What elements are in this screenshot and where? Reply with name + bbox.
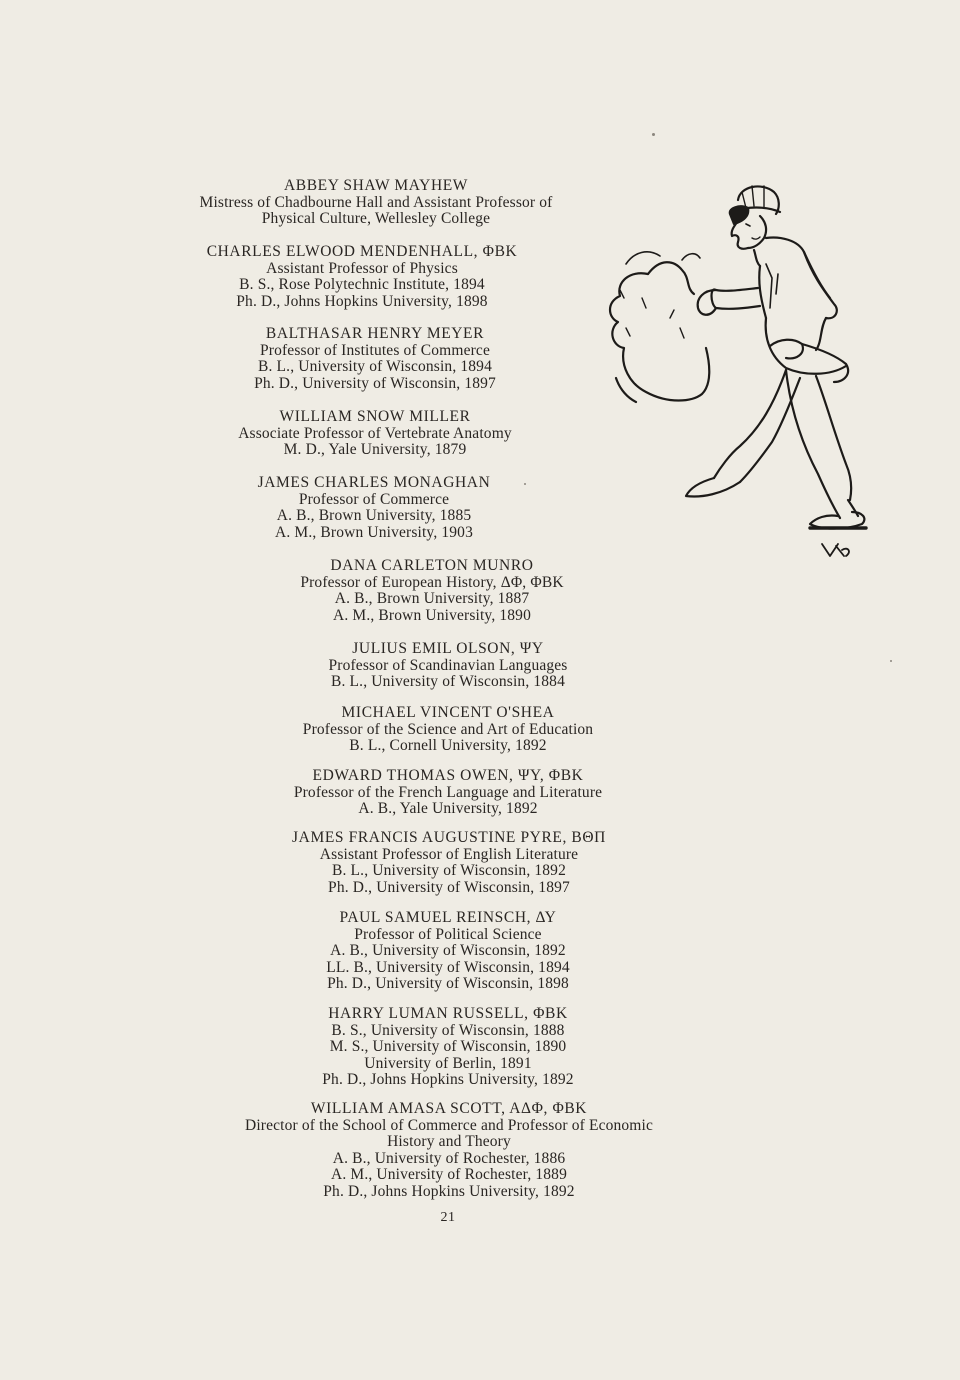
entry-title: Professor of European History, ΔΦ, ΦBK — [300, 573, 564, 591]
entry-degree: B. S., Rose Polytechnic Institute, 1894 — [239, 276, 485, 294]
paper-speck — [652, 133, 655, 136]
entry-name: HARRY LUMAN RUSSELL, ΦBK — [328, 1005, 568, 1022]
caricature-man-carrying-sack-icon — [590, 178, 890, 578]
entry-degree: A. B., Brown University, 1887 — [334, 590, 530, 608]
entry-degree: A. B., University of Wisconsin, 1892 — [330, 942, 566, 960]
entry-name: WILLIAM SNOW MILLER — [279, 408, 471, 425]
entry-name: ABBEY SHAW MAYHEW — [283, 177, 469, 194]
entry-munro — [300, 558, 563, 624]
entry-title: Director of the School of Commerce and Professor of Economic — [244, 1116, 654, 1134]
entry-title-cont: Physical Culture, Wellesley College — [261, 210, 491, 228]
entry-olson — [329, 641, 568, 691]
entry-oshea — [303, 705, 593, 755]
entry-name: DANA CARLETON MUNRO — [330, 557, 534, 574]
entry-title: Associate Professor of Vertebrate Anatomy — [238, 424, 512, 442]
entry-owen — [294, 768, 602, 818]
entry-degree: Ph. D., University of Wisconsin, 1897 — [328, 878, 570, 896]
entry-name: EDWARD THOMAS OWEN, ΨΥ, ΦBK — [312, 767, 584, 784]
entry-degree: Ph. D., University of Wisconsin, 1897 — [254, 374, 496, 392]
entry-degree: LL. B., University of Wisconsin, 1894 — [326, 958, 570, 976]
entry-name: PAUL SAMUEL REINSCH, ΔΥ — [339, 909, 557, 926]
entry-degree: M. S., University of Wisconsin, 1890 — [329, 1038, 567, 1056]
entry-title: Professor of Commerce — [298, 490, 450, 508]
paper-speck — [890, 660, 892, 662]
paper-speck — [524, 483, 526, 485]
entry-title: Professor of Scandinavian Languages — [328, 656, 568, 674]
entry-title: Mistress of Chadbourne Hall and Assistant Professor of — [199, 193, 553, 211]
entry-degree: B. L., Cornell University, 1892 — [349, 737, 547, 755]
entry-meyer — [254, 326, 496, 392]
entry-degree: A. B., Yale University, 1892 — [358, 800, 538, 818]
entry-pyre — [292, 830, 606, 896]
entry-name: BALTHASAR HENRY MEYER — [265, 325, 485, 342]
entry-degree: B. L., University of Wisconsin, 1892 — [332, 862, 566, 880]
entry-title: Assistant Professor of English Literature — [319, 845, 579, 863]
entry-name: MICHAEL VINCENT O'SHEA — [341, 704, 555, 721]
entry-degree: A. M., University of Rochester, 1889 — [331, 1166, 567, 1184]
entry-scott — [245, 1101, 653, 1201]
entry-mendenhall — [207, 244, 518, 310]
entry-degree: Ph. D., Johns Hopkins University, 1898 — [236, 292, 488, 310]
entry-degree: Ph. D., Johns Hopkins University, 1892 — [323, 1182, 575, 1200]
entry-name: JAMES CHARLES MONAGHAN — [257, 474, 491, 491]
entry-name: WILLIAM AMASA SCOTT, AΔΦ, ΦBK — [310, 1100, 588, 1117]
page-number: 21 — [440, 1210, 456, 1225]
entry-degree: University of Berlin, 1891 — [364, 1054, 532, 1072]
entry-degree: Ph. D., University of Wisconsin, 1898 — [327, 975, 569, 993]
entry-degree: A. B., University of Rochester, 1886 — [332, 1149, 566, 1167]
entry-reinsch — [326, 910, 570, 993]
entry-degree: Ph. D., Johns Hopkins University, 1892 — [322, 1071, 574, 1089]
entry-name: JULIUS EMIL OLSON, ΨΥ — [352, 640, 544, 657]
entry-title: Professor of the French Language and Literature — [293, 783, 603, 801]
entry-degree: A. M., Brown University, 1890 — [333, 606, 531, 624]
entry-degree: A. M., Brown University, 1903 — [275, 523, 473, 541]
entry-name: JAMES FRANCIS AUGUSTINE PYRE, BΘΠ — [292, 829, 606, 846]
entry-title: Professor of the Science and Art of Education — [302, 720, 594, 738]
entry-name: CHARLES ELWOOD MENDENHALL, ΦBK — [206, 243, 518, 260]
entry-title-cont: History and Theory — [387, 1133, 511, 1151]
entry-degree: B. S., University of Wisconsin, 1888 — [331, 1021, 565, 1039]
entry-title: Assistant Professor of Physics — [266, 259, 458, 277]
entry-title: Professor of Institutes of Commerce — [260, 341, 490, 359]
entry-title: Professor of Political Science — [354, 925, 542, 943]
entry-degree: M. D., Yale University, 1879 — [283, 441, 467, 459]
entry-degree: B. L., University of Wisconsin, 1884 — [331, 673, 565, 691]
entry-monaghan — [258, 475, 491, 541]
entry-russell — [322, 1006, 573, 1089]
entry-mayhew — [200, 178, 553, 228]
entry-miller — [238, 409, 512, 459]
entry-degree: B. L., University of Wisconsin, 1894 — [258, 358, 492, 376]
entry-degree: A. B., Brown University, 1885 — [276, 507, 472, 525]
